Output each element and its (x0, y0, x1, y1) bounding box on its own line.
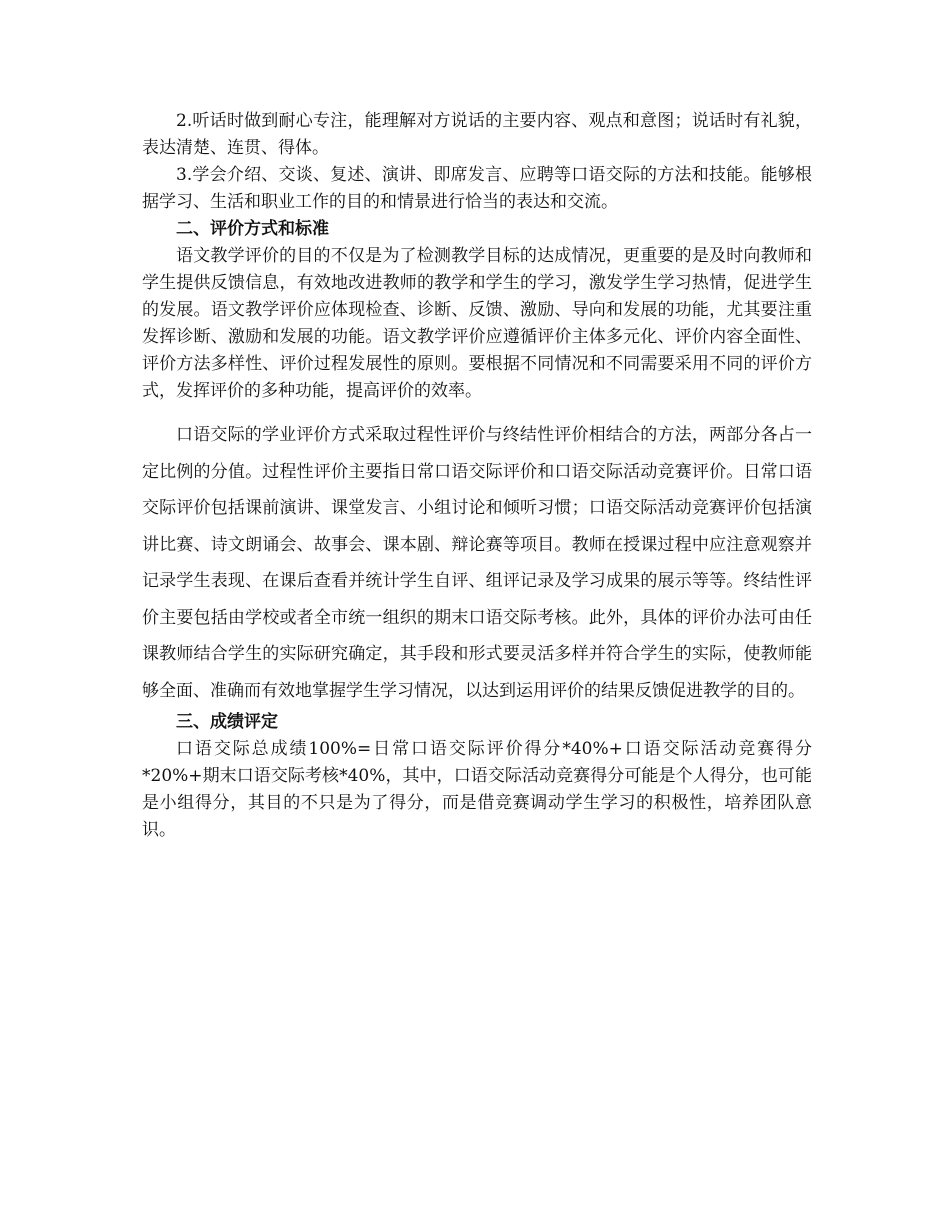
section-heading-grading: 三、成绩评定 (176, 712, 278, 732)
grading-paragraph: 口语交际总成绩100%=日常口语交际评价得分*40%+口语交际活动竞赛得分*20%+期末口语交际考核*40%，其中，口语交际活动竞赛得分可能是个人得分，也可能是小组得分，其目的不只是为了得分，而是借竞赛调动学生学习的积极性，培养团队意识。 (142, 739, 812, 840)
document-body (142, 108, 812, 844)
evaluation-paragraph-2: 口语交际的学业评价方式采取过程性评价与终结性评价相结合的方法，两部分各占一定比例的分值。过程性评价主要指日常口语交际评价和口语交际活动竞赛评价。日常口语交际评价包括课前演讲、课堂发言、小组讨论和倾听习惯；口语交际活动竞赛评价包括演讲比赛、诗文朗诵会、故事会、课本剧、辩论赛等项目。教师在授课过程中应注意观察并记录学生表现、在课后查看并统计学生自评、组评记录及学习成果的展示等等。终结性评价主要包括由学校或者全市统一组织的期末口语交际考核。此外，具体的评价办法可由任课教师结合学生的实际研究确定，其手段和形式要灵活多样并符合学生的实际，使教师能够全面、准确而有效地掌握学生学习情况，以达到运用评价的结果反馈促进教学的目的。 (142, 425, 812, 701)
evaluation-paragraph-2-block (142, 417, 812, 709)
list-item-3: 3.学会介绍、交谈、复述、演讲、即席发言、应聘等口语交际的方法和技能。能够根据学习、生活和职业工作的目的和情景进行恰当的表达和交流。 (142, 165, 812, 212)
evaluation-paragraph-1: 语文教学评价的目的不仅是为了检测教学目标的达成情况，更重要的是及时向教师和学生提供反馈信息，有效地改进教师的教学和学生的学习，激发学生学习热情，促进学生的发展。语文教学评价应体现检查、诊断、反馈、激励、导向和发展的功能，尤其要注重发挥诊断、激励和发展的功能。语文教学评价应遵循评价主体多元化、评价内容全面性、评价方法多样性、评价过程发展性的原则。要根据不同情况和不同需要采用不同的评价方式，发挥评价的多种功能，提高评价的效率。 (142, 246, 812, 401)
section-heading-evaluation: 二、评价方式和标准 (176, 219, 329, 239)
list-item-2: 2.听话时做到耐心专注，能理解对方说话的主要内容、观点和意图；说话时有礼貌，表达清楚、连贯、得体。 (142, 111, 812, 158)
